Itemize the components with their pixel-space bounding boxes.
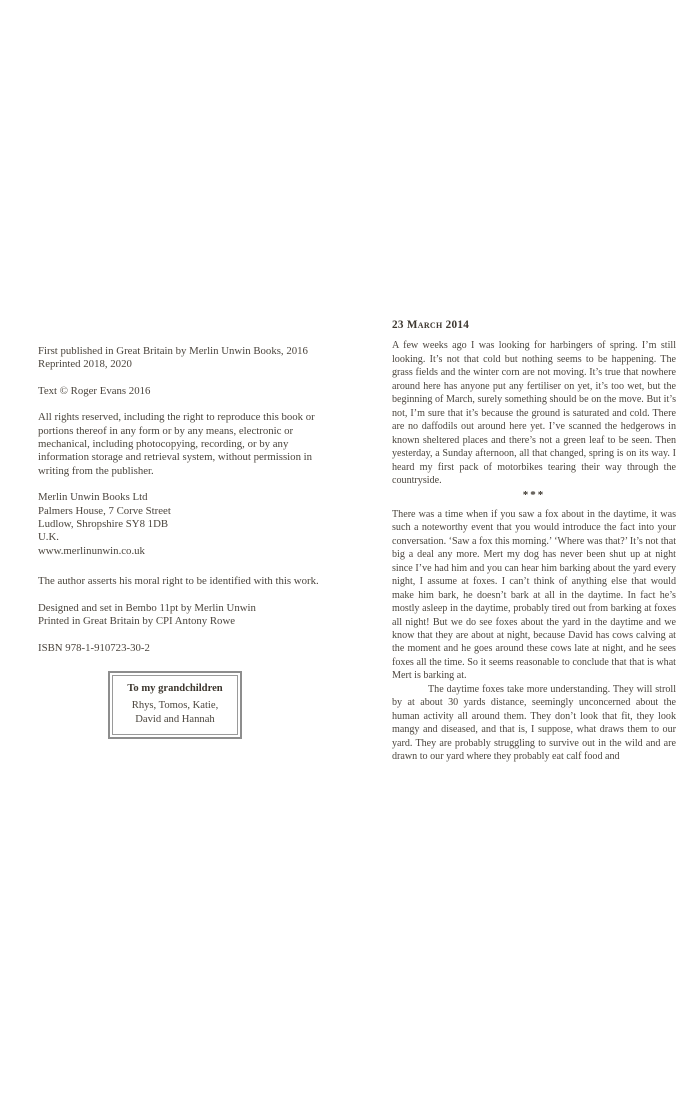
production-info [38,602,342,629]
dedication-names-line-1: Rhys, Tomos, Katie, [131,699,219,711]
section-separator: *** [522,489,546,502]
dedication-content [112,675,238,735]
entry-paragraph-2: There was a time when if you saw a fox about in the daytime, it was such a noteworthy event that you would introduce the fact into your conversation. ‘Saw a fox this morning.’ ‘Where was that?’ It’s not that big a deal any more. Mert my dog has never been shut up at night since I’ve had him and you can hear him barking about the yard every night, I assume at foxes. I can’t think of anything else that would make him bark, he doesn’t bark at all in the daytime. In fact he’s mostly asleep in the daytime, probably tired out from barking at foxes all night! But we do see foxes about the yard in the daytime and we know that they are about at night, because David has cows calving at the moment and he goes around these cows late at night, and he sees foxes all the time. So it seems reasonable to conclude that that is what Mert is barking at. [392,508,676,682]
dedication-box [108,671,242,739]
dedication-title: To my grandchildren [127,682,223,694]
copyright-page [38,345,342,739]
publisher-address [38,491,342,558]
address-line-3: Ludlow, Shropshire SY8 1DB [38,518,169,531]
typesetting-line: Designed and set in Bembo 11pt by Merlin Unwin [38,601,256,614]
entry-date-heading: 23 March 2014 [392,319,470,331]
first-published-line: First published in Great Britain by Merlin Unwin Books, 2016 [38,345,308,357]
reprinted-line: Reprinted 2018, 2020 [38,358,132,371]
publisher-info [38,345,342,372]
isbn-line: ISBN 978-1-910723-30-2 [38,641,150,654]
address-line-2: Palmers House, 7 Corve Street [38,504,171,517]
dedication-names-line-2: David and Hannah [135,713,215,725]
entry-paragraph-3: The daytime foxes take more understanding. They will stroll by at about 30 yards distance, seemingly unconcerned about the human activity all around them. They don’t look that fit, they look mangy and diseased, and that is, I suppose, what draws them to our yard. They are probably struggling to survive out in the wild and are drawn to our yard where they probably eat calf food and [392,683,676,763]
printing-line: Printed in Great Britain by CPI Antony Rowe [38,615,236,628]
rights-paragraph: All rights reserved, including the right to reproduce this book or portions thereof in any form or by any means, electronic or mechanical, including photocopying, recording, or by any information storage and retrieval system, without permission in writing from the publisher. [38,411,315,477]
address-line-4: U.K. [38,531,59,544]
copyright-line: Text © Roger Evans 2016 [38,384,151,397]
entry-paragraph-1: A few weeks ago I was looking for harbingers of spring. I’m still looking. It’s not that cold but nothing seems to be happening. The grass fields and the winter corn are not moving. It’s true that nowhere around here has anyone put any fertiliser on yet, it’s too wet, but the beginning of March, surely something should be on the move. But it’s not, I’m sure that it’s because the ground is saturated and cold. There are no daffodils out around here yet. I’ve scanned the hedgerows in known sheltered places and there’s not a green leaf to be seen. Then yesterday, a Sunday afternoon, all that changed, spring is on its way. I heard my first pack of motorbikes tearing their way through the countryside. [392,340,676,486]
publisher-website: www.merlinunwin.co.uk [38,544,145,557]
diary-entry-page [392,319,676,764]
moral-right-line: The author asserts his moral right to be identified with this work. [38,575,319,588]
address-line-1: Merlin Unwin Books Ltd [38,491,148,504]
